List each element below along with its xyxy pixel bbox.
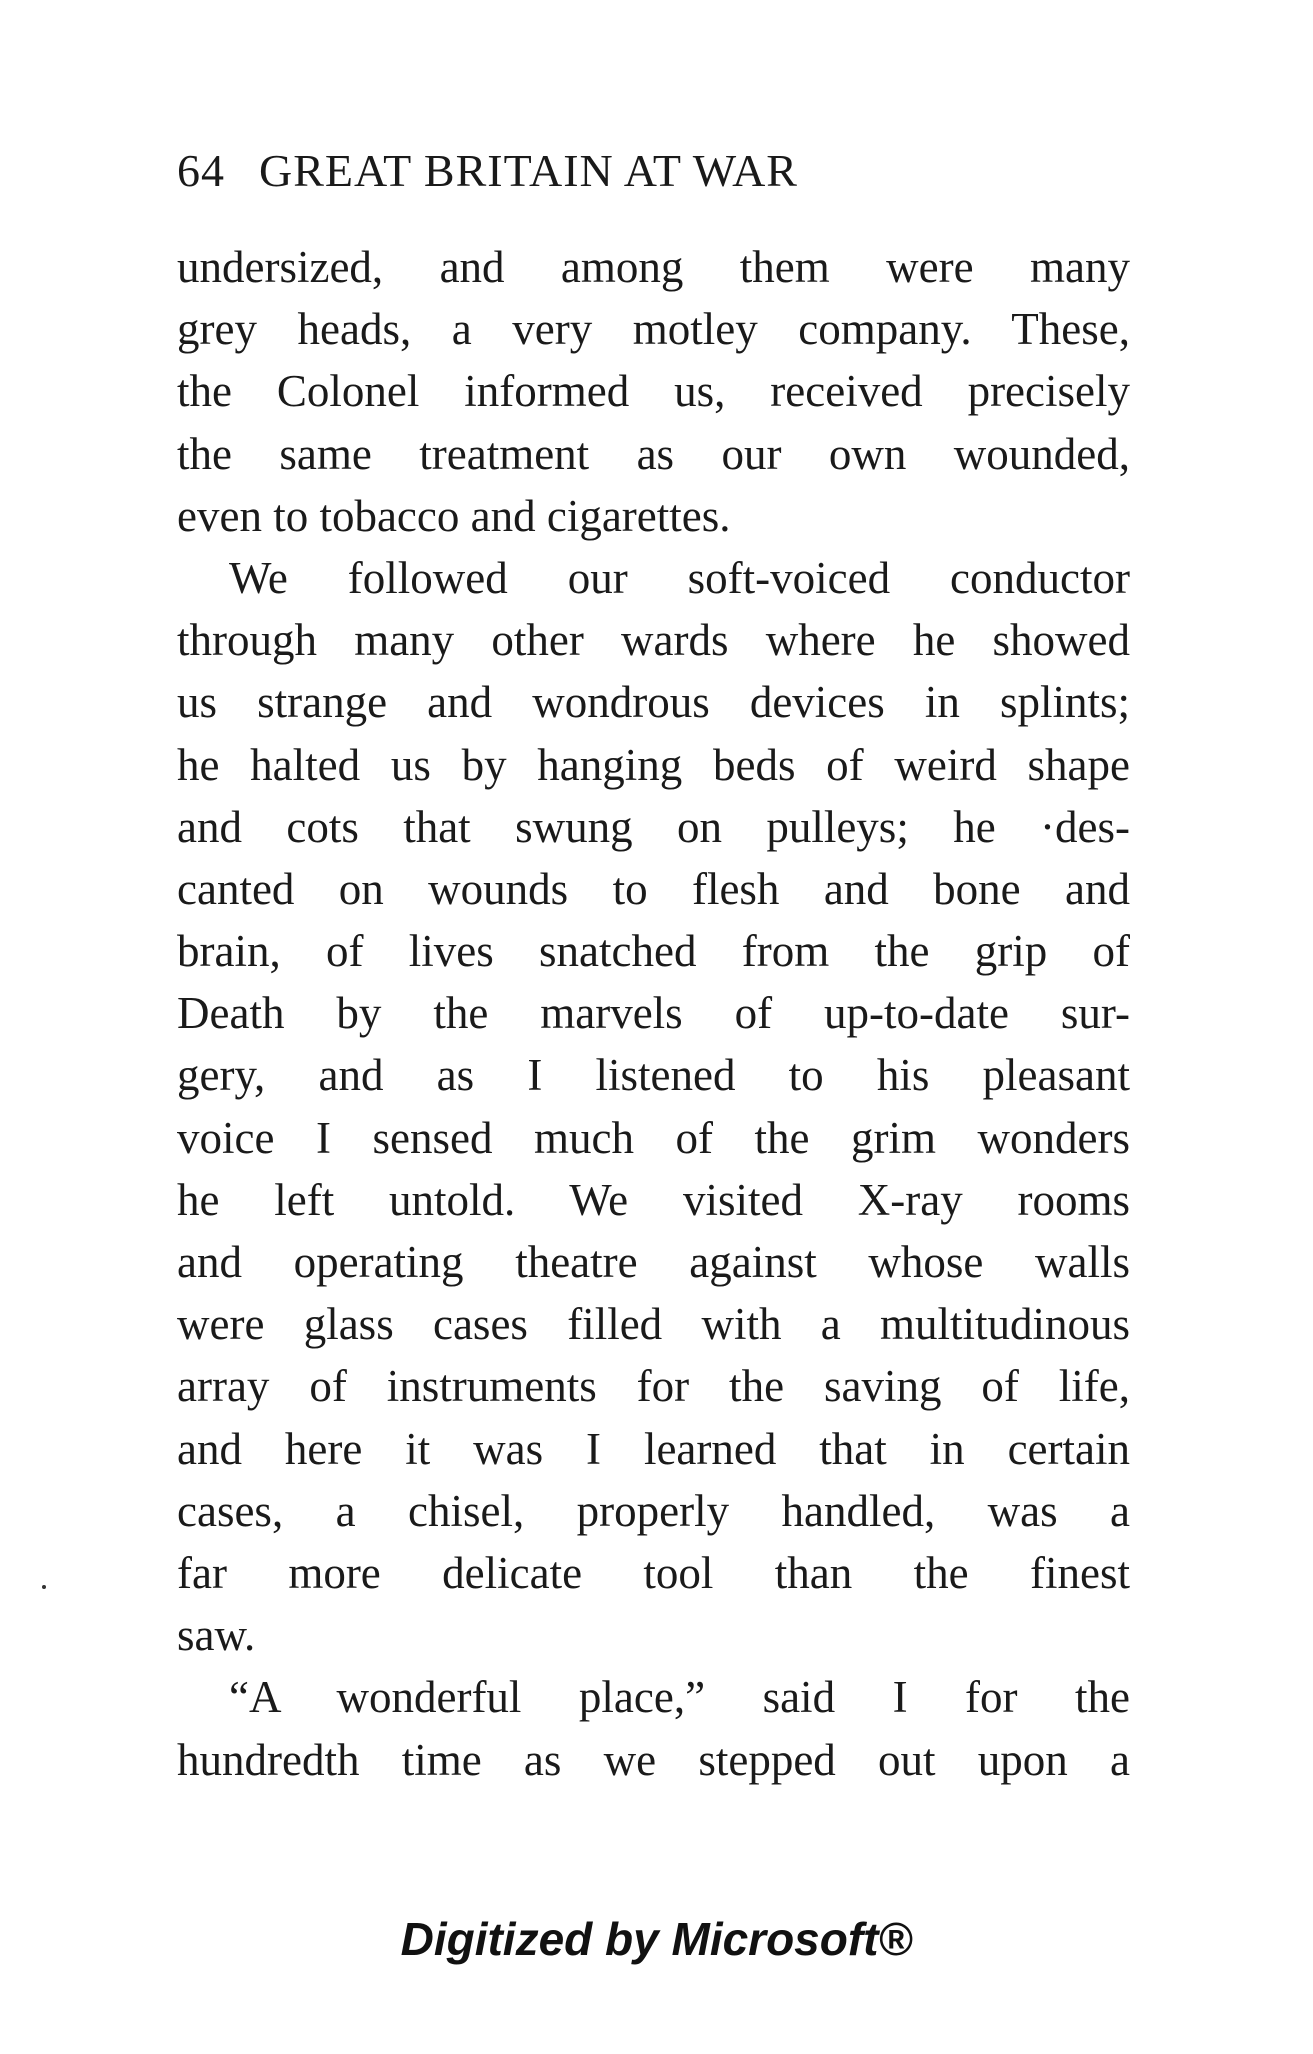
text-line: cases, a chisel, properly handled, was a [177,1485,1130,1536]
text-line: undersized, and among them were many [177,242,1130,292]
text-line: and cots that swung on pulleys; he ·des- [177,801,1130,852]
running-title: GREAT BRITAIN AT WAR [259,145,798,196]
text-line: even to tobacco and cigarettes. [177,490,731,541]
text-line: grey heads, a very motley company. These, [177,304,1130,355]
text-line: the Colonel informed us, received precisely [177,366,1130,417]
text-line: and operating theatre against whose walls [177,1237,1130,1287]
text-line: saw. [177,1610,256,1661]
text-line: hundredth time as we stepped out upon a [177,1734,1130,1785]
page-number: 64 [177,145,225,196]
text-line: he halted us by hanging beds of weird shape [177,739,1130,790]
text-line: through many other wards where he showed [177,615,1130,666]
text-line: canted on wounds to flesh and bone and [177,863,1130,914]
text-line: brain, of lives snatched from the grip of [177,926,1130,977]
text-line: he left untold. We visited X-ray rooms [177,1174,1130,1225]
text-line: and here it was I learned that in certain [177,1423,1130,1474]
text-line: far more delicate tool than the finest [177,1547,1130,1598]
text-line: We followed our soft-voiced conductor [229,552,1130,603]
text-line: us strange and wondrous devices in splints; [177,677,1130,728]
text-line: were glass cases filled with a multitudinous [177,1299,1130,1350]
text-line: Death by the marvels of up-to-date sur- [177,988,1130,1039]
text-line: gery, and as I listened to his pleasant [177,1050,1130,1101]
scan-speck [42,1585,46,1589]
text-line: array of instruments for the saving of life, [177,1361,1130,1412]
text-line: voice I sensed much of the grim wonders [177,1112,1130,1163]
running-header [177,140,798,202]
text-line: the same treatment as our own wounded, [177,428,1130,479]
digitization-watermark: Digitized by Microsoft® [400,1913,913,1965]
text-line: “A wonderful place,” said I for the [229,1672,1130,1723]
page-body-text [177,236,1130,1791]
